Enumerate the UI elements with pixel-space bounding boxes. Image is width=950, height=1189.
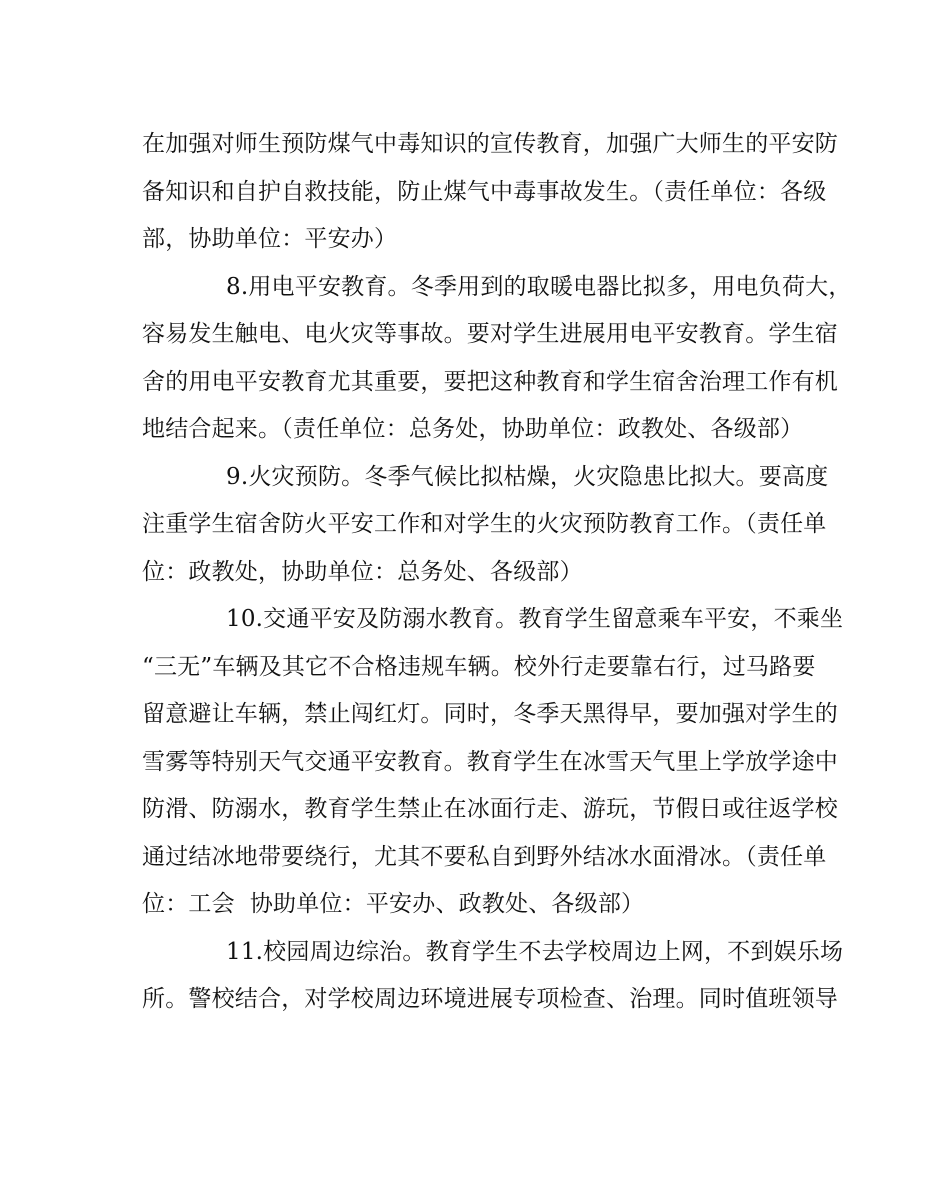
text-line: 容易发生触电、电火灾等事故。要对学生进展用电平安教育。学生宿 (142, 321, 838, 347)
text-line: 通过结冰地带要绕行，尤其不要私自到野外结冰水面滑冰。（责任单 (142, 844, 827, 870)
text-line: 防滑、防溺水，教育学生禁止在冰面行走、游玩，节假日或往返学校 (142, 796, 838, 822)
paragraph-start-line: 10.交通平安及防溺水教育。教育学生留意乘车平安，不乘坐 (226, 606, 844, 632)
paragraph-start-line: 9.火灾预防。冬季气候比拟枯燥，火灾隐患比拟大。要高度 (226, 464, 829, 490)
text-line: 部，协助单位：平安办） (142, 226, 398, 252)
text-line: 位：政教处，协助单位：总务处、各级部） (142, 559, 583, 585)
text-line: 所。警校结合，对学校周边环境进展专项检查、治理。同时值班领导 (142, 986, 838, 1012)
paragraph-start-line: 11.校园周边综治。教育学生不去学校周边上网，不到娱乐场 (226, 939, 844, 965)
text-line: 地结合起来。（责任单位：总务处，协助单位：政教处、各级部） (142, 416, 804, 442)
text-line: 位：工会 协助单位：平安办、政教处、各级部） (142, 891, 645, 917)
text-line: 舍的用电平安教育尤其重要，要把这种教育和学生宿舍治理工作有机 (142, 369, 838, 395)
text-line: 雪雾等特别天气交通平安教育。教育学生在冰雪天气里上学放学途中 (142, 749, 838, 775)
text-line: 留意避让车辆，禁止闯红灯。同时，冬季天黑得早，要加强对学生的 (142, 701, 838, 727)
text-line: 备知识和自护自救技能，防止煤气中毒事故发生。（责任单位：各级 (142, 179, 827, 205)
paragraph-start-line: 8.用电平安教育。冬季用到的取暖电器比拟多，用电负荷大， (226, 274, 852, 300)
text-line: 在加强对师生预防煤气中毒知识的宣传教育，加强广大师生的平安防 (142, 131, 838, 157)
text-line: 注重学生宿舍防火平安工作和对学生的火灾预防教育工作。（责任单 (142, 511, 827, 537)
text-line: “三无”车辆及其它不合格违规车辆。校外行走要靠右行，过马路要 (142, 654, 816, 680)
